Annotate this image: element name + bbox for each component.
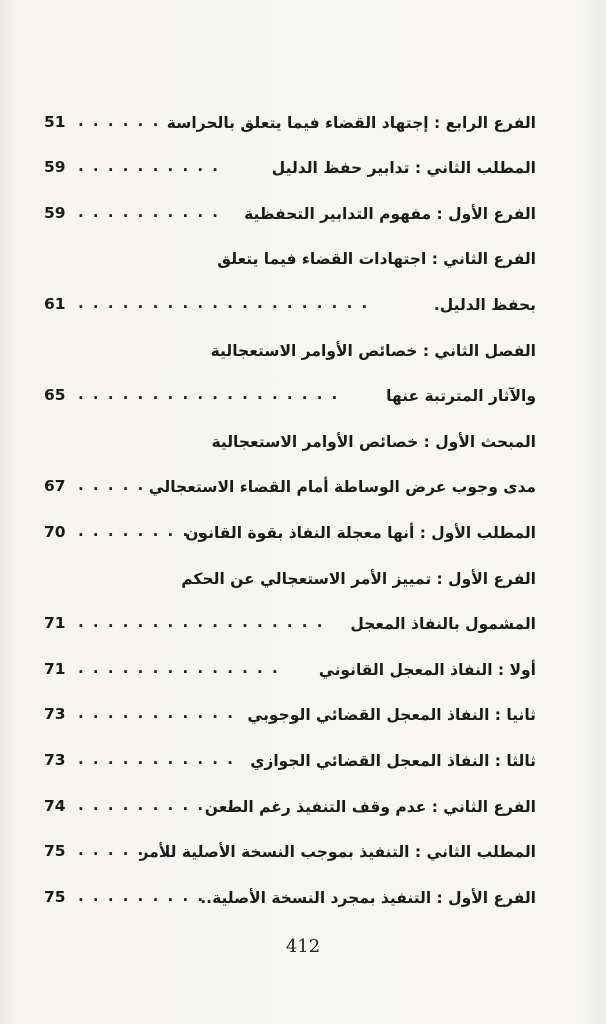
toc-entry-page-number: 74: [44, 796, 66, 815]
toc-entry: [44, 231, 536, 277]
toc-entry: [44, 276, 536, 322]
toc-entry-leader-dots: . . . . . . . . . .: [78, 157, 220, 176]
toc-entry-title: المطلب الثاني : التنفيذ بموجب النسخة الأصلية للأمر: [139, 843, 536, 862]
toc-entry-page-number: 51: [44, 112, 66, 131]
toc-entry-page-number: 75: [44, 842, 66, 861]
toc-entry-title: المطلب الأول : أنها معجلة النفاذ بقوة القانون: [185, 523, 536, 542]
toc-entry-page-number: 65: [44, 386, 66, 405]
toc-entry-title: الفرع الأول : التنفيذ بمجرد النسخة الأصلية..: [200, 888, 536, 907]
page-number: 412: [285, 936, 321, 957]
toc-entry-leader-dots: . . . . . .: [78, 111, 161, 130]
toc-entry-leader-dots: . . . . . . . . . . .: [78, 704, 235, 723]
toc-entry: [44, 824, 536, 870]
toc-entry-title: الفرع الرابع : إجتهاد القضاء فيما يتعلق بالحراسة: [166, 113, 536, 132]
toc-entry: [44, 778, 536, 824]
toc-entry-title: الفرع الأول : تمييز الأمر الاستعجالي عن الحكم: [181, 569, 536, 588]
toc-entry-leader-dots: . . . . . . . . . . .: [78, 749, 235, 768]
toc-entry-page-number: 75: [44, 887, 66, 906]
toc-entry-leader-dots: . . . . . . . . .: [78, 521, 206, 540]
toc-entry-leader-dots: . . . . . . . . . . . . . . . . . . . .: [78, 293, 370, 312]
toc-entry-title: الفرع الثاني : اجتهادات القضاء فيما يتعلق: [217, 250, 536, 269]
toc-entry-title: ثالثا : النفاذ المعجل القضائي الجوازي: [250, 751, 536, 770]
toc-entry: [44, 641, 536, 687]
toc-entry-leader-dots: . . . . . . . . . . . . . .: [78, 658, 280, 677]
toc-entry-leader-dots: . . . . . . . . .: [78, 886, 206, 905]
toc-entry: [44, 869, 536, 915]
toc-entry: [44, 185, 536, 231]
toc-entry-leader-dots: . . . . . . . . . .: [78, 202, 220, 221]
toc-entry-title: المبحث الأول : خصائص الأوامر الاستعجالية: [211, 432, 536, 451]
toc-entry-title: الفرع الأول : مفهوم التدابير التحفظية: [244, 204, 536, 223]
toc-entry-title: المطلب الثاني : تدابير حفظ الدليل: [271, 159, 536, 178]
toc-entry-title: الفصل الثاني : خصائص الأوامر الاستعجالية: [210, 341, 536, 360]
toc-entry-page-number: 61: [44, 294, 66, 313]
toc-entry-page-number: 59: [44, 158, 66, 177]
toc-entry: [44, 687, 536, 733]
toc-entry-leader-dots: . . . . . . . . . . .: [78, 795, 235, 814]
toc-entry: [44, 322, 536, 368]
toc-entry: [44, 413, 536, 459]
toc-entry: [44, 596, 536, 642]
table-of-contents: [44, 94, 536, 915]
toc-entry: [44, 94, 536, 140]
toc-entry: [44, 504, 536, 550]
toc-entry-title: والآثار المترتبة عنها: [386, 387, 536, 406]
toc-entry-page-number: 71: [44, 659, 66, 678]
toc-entry: [44, 732, 536, 778]
toc-entry-page-number: 67: [44, 477, 66, 496]
toc-entry: [44, 368, 536, 414]
toc-entry-title: ثانيا : النفاذ المعجل القضائي الوجوبي: [247, 706, 536, 725]
toc-entry-page-number: 73: [44, 750, 66, 769]
toc-entry-page-number: 70: [44, 522, 66, 541]
toc-entry-page-number: 73: [44, 705, 66, 724]
toc-entry-page-number: 71: [44, 614, 66, 633]
toc-entry-title: الفرع الثاني : عدم وقف التنفيذ رغم الطعن: [204, 797, 536, 816]
toc-entry-page-number: 59: [44, 203, 66, 222]
toc-entry-title: بحفظ الدليل.: [433, 295, 536, 314]
toc-entry: [44, 459, 536, 505]
toc-entry: [44, 140, 536, 186]
toc-entry-leader-dots: . . . . . . . . . . . . . . . . . .: [78, 385, 340, 404]
toc-entry-leader-dots: . . . . . . . . . . . . . . . . .: [78, 613, 325, 632]
toc-entry-title: أولا : النفاذ المعجل القانوني: [318, 660, 536, 679]
toc-entry-title: مدى وجوب عرض الوساطة أمام القضاء الاستعجالي: [148, 478, 536, 497]
toc-entry-leader-dots: . . . . .: [78, 841, 146, 860]
toc-entry: [44, 550, 536, 596]
toc-entry-leader-dots: . . . . .: [78, 476, 146, 495]
toc-entry-title: المشمول بالنفاذ المعجل: [350, 615, 536, 634]
